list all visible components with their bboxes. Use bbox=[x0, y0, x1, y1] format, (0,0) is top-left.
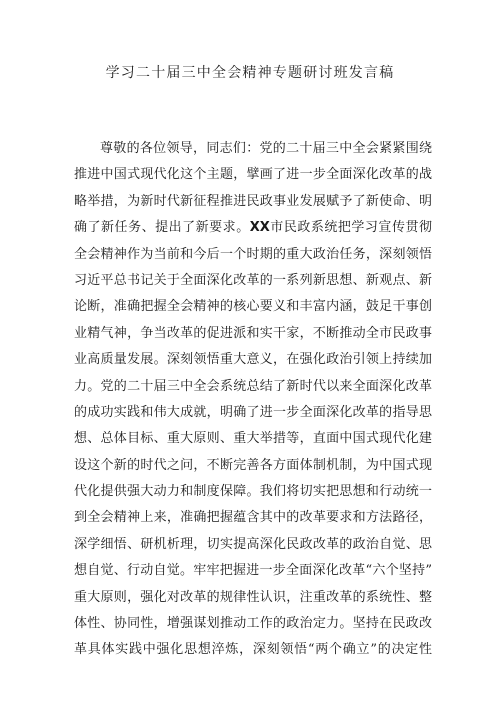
body-line-10: 力。党的二十届三中全会系统总结了新时代以来全面深化改革 bbox=[74, 378, 432, 394]
body-line-1: 尊敬的各位领导，同志们：党的二十届三中全会紧紧围绕 bbox=[100, 141, 432, 156]
body-line-9: 业高质量发展。深刻领悟重大意义，在强化政治引领上持续加 bbox=[74, 352, 432, 368]
body-line-19: 体性、协同性，增强谋划推动工作的政治定力。坚持在民政改 bbox=[74, 616, 432, 632]
body-line-4-text: 确了新任务、提出了新要求。 bbox=[74, 220, 250, 236]
city-placeholder: XX bbox=[249, 220, 270, 236]
body-line-4 bbox=[74, 215, 432, 241]
body-line-4-tail: 市民政系统把学习宣传贯彻 bbox=[269, 220, 432, 236]
body-line-2: 推进中国式现代化这个主题，擘画了进一步全面深化改革的战 bbox=[74, 167, 432, 183]
body-line-6: 习近平总书记关于全面深化改革的一系列新思想、新观点、新 bbox=[74, 272, 432, 288]
body-line-8: 业精气神，争当改革的促进派和实干家，不断推动全市民政事 bbox=[74, 325, 432, 341]
body-line-14: 代化提供强大动力和制度保障。我们将切实把思想和行动统一 bbox=[74, 484, 432, 500]
document-title: 学习二十届三中全会精神专题研讨班发言稿 bbox=[105, 65, 395, 81]
body-line-5: 全会精神作为当前和今后一个时期的重大政治任务，深刻领悟 bbox=[74, 246, 432, 262]
body-line-18: 重大原则，强化对改革的规律性认识，注重改革的系统性、整 bbox=[74, 589, 432, 605]
body-line-20: 革具体实践中强化思想淬炼，深刻领悟“两个确立”的决定性 bbox=[74, 642, 432, 658]
body-line-3: 略举措，为新时代新征程推进民政事业发展赋予了新使命、明 bbox=[74, 193, 432, 209]
body-line-15: 到全会精神上来，准确把握蕴含其中的改革要求和方法路径， bbox=[74, 510, 432, 526]
document-body bbox=[74, 136, 432, 664]
body-line-17: 想自觉、行动自觉。牢牢把握进一步全面深化改革“六个坚持” bbox=[74, 563, 432, 579]
body-line-7: 论断，准确把握全会精神的核心要义和丰富内涵，鼓足干事创 bbox=[74, 299, 432, 315]
body-line-11: 的成功实践和伟大成就，明确了进一步全面深化改革的指导思 bbox=[74, 404, 432, 420]
body-line-16: 深学细悟、研机析理，切实提高深化民政改革的政治自觉、思 bbox=[74, 536, 432, 552]
body-line-13: 设这个新的时代之问，不断完善各方面体制机制，为中国式现 bbox=[74, 457, 432, 473]
body-line-12: 想、总体目标、重大原则、重大举措等，直面中国式现代化建 bbox=[74, 431, 432, 447]
